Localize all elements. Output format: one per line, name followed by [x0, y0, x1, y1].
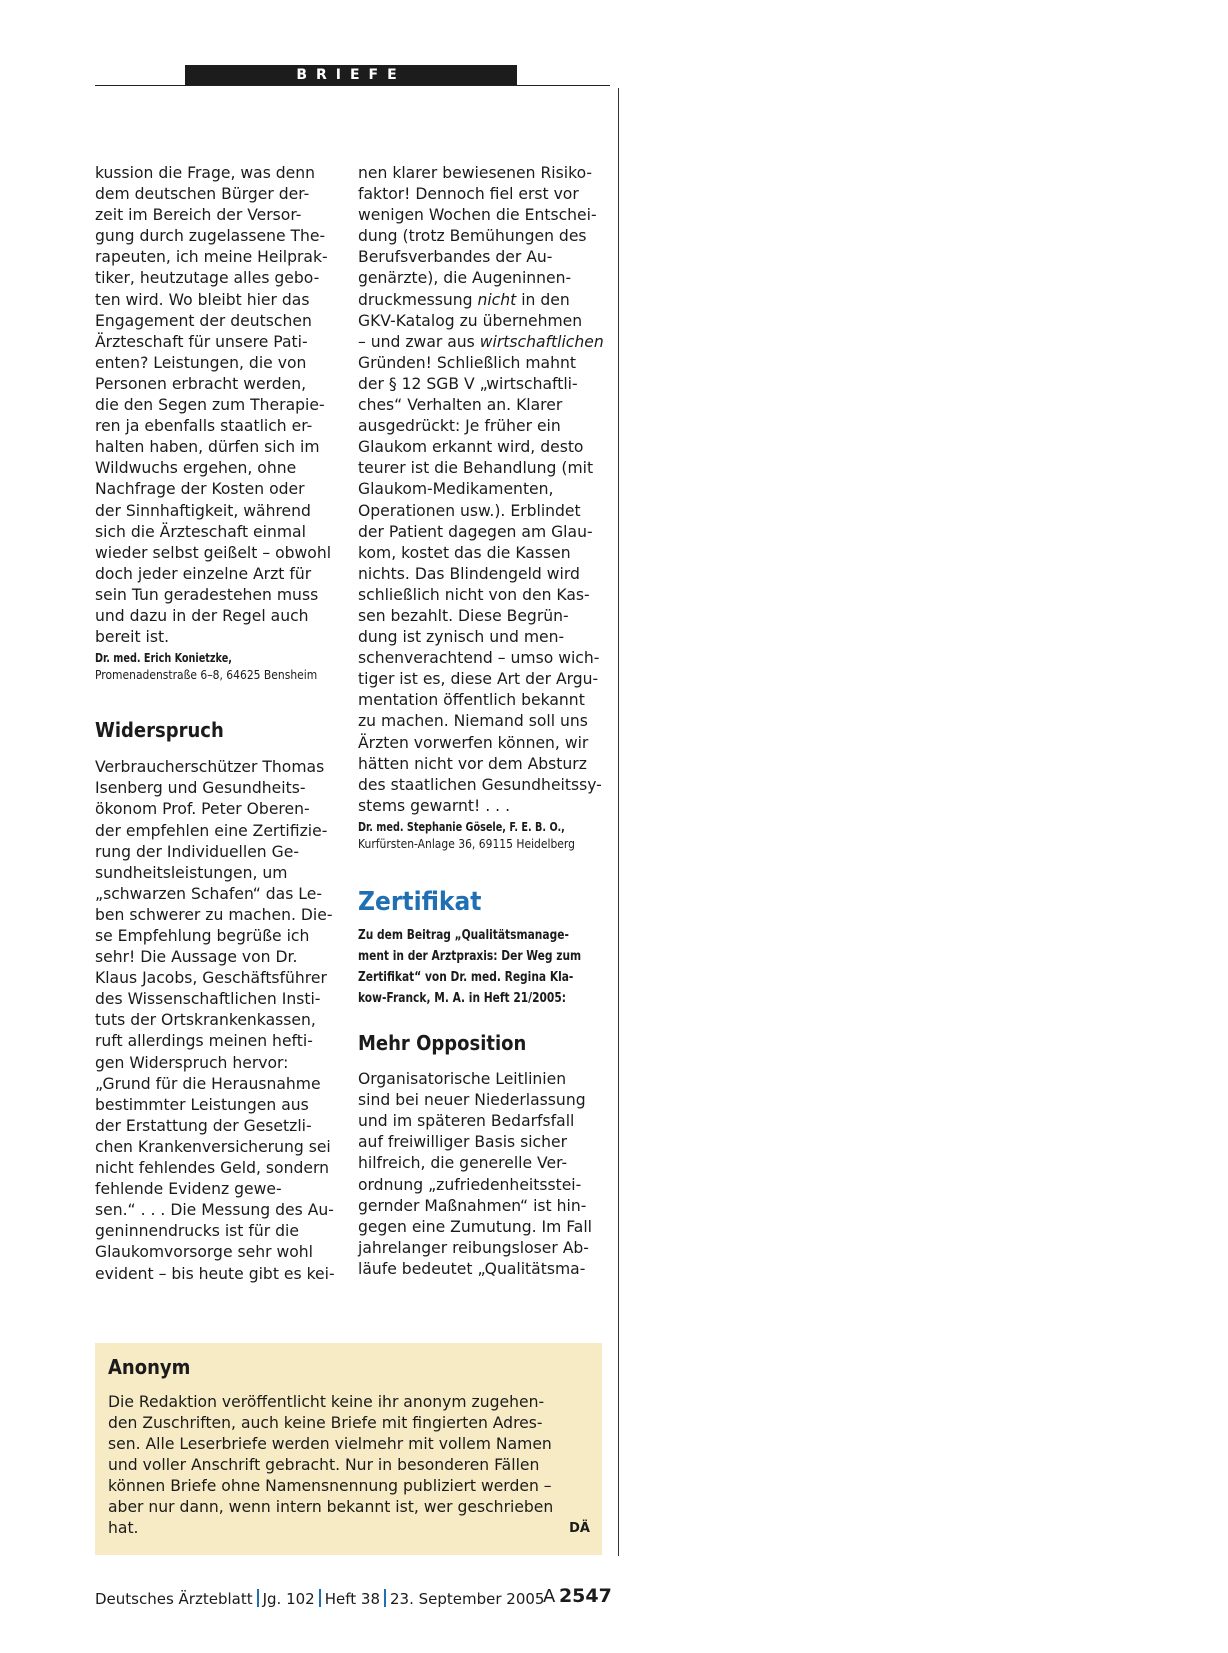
text-line: sehr! Die Aussage von Dr.	[95, 948, 298, 967]
text-line: der § 12 SGB V „wirtschaftli-	[358, 374, 578, 393]
text-line: hat.	[108, 1519, 139, 1537]
text-line: „Grund für die Herausnahme	[95, 1074, 321, 1093]
notice-title: Anonym	[108, 1355, 191, 1379]
text-line: Personen erbracht werden,	[95, 374, 307, 393]
text-line: chen Krankenversicherung sei	[95, 1137, 331, 1156]
text-line: läufe bedeutet „Qualitätsma-	[358, 1259, 586, 1278]
text-line: gernder Maßnahmen“ ist hin-	[358, 1196, 587, 1215]
text-line: bestimmter Leistungen aus	[95, 1095, 309, 1114]
anonym-notice-box	[95, 1343, 602, 1555]
text-line: und voller Anschrift gebracht. Nur in besonderen Fällen	[108, 1456, 540, 1474]
text-line: se Empfehlung begrüße ich	[95, 927, 310, 945]
text-line: teurer ist die Behandlung (mit	[358, 459, 594, 478]
text-line: ren ja ebenfalls staatlich er-	[95, 417, 313, 436]
text-line: sich die Ärzteschaft einmal	[95, 522, 306, 541]
text-line: nichts. Das Blindengeld wird	[358, 564, 580, 583]
left-column	[95, 163, 352, 1285]
journal-volume: Jg. 102	[262, 1590, 315, 1608]
letter2-body-continued-2	[358, 353, 608, 817]
text-line: schließlich nicht von den Kas-	[358, 585, 590, 604]
text-line: ches“ Verhalten an. Klarer	[358, 396, 563, 415]
text-line: Glaukom erkannt wird, desto	[358, 438, 584, 457]
text-line: kow-Franck, M. A. in Heft 21/2005:	[358, 991, 566, 1006]
text-line: dung ist zynisch und men-	[358, 628, 565, 647]
text-line: ökonom Prof. Peter Oberen-	[95, 800, 310, 819]
text-line: ment in der Arztpraxis: Der Weg zum	[358, 949, 582, 964]
letter3-title: Mehr Opposition	[358, 1031, 527, 1055]
article-reference	[358, 925, 608, 1009]
text-line: zu machen. Niemand soll uns	[358, 712, 588, 731]
text-line: schenverachtend – umso wich-	[358, 649, 600, 668]
text-line: ordnung „zufriedenheitsstei-	[358, 1175, 582, 1194]
section-header: BRIEFE	[185, 65, 517, 86]
text-line: ten wird. Wo bleibt hier das	[95, 290, 310, 309]
text-line: Glaukom-Medikamenten,	[358, 480, 554, 499]
text-line: sen.“ . . . Die Messung des Au-	[95, 1201, 334, 1220]
text-line: des staatlichen Gesundheitssy-	[358, 775, 602, 794]
issue-date: 23. September 2005	[390, 1590, 545, 1608]
letter1-body	[95, 163, 352, 648]
text-line: stems gewarnt! . . .	[358, 796, 511, 815]
text-line: rapeuten, ich meine Heilprak-	[95, 248, 328, 267]
text-line: wieder selbst geißelt – obwohl	[95, 543, 332, 562]
text-line: Glaukomvorsorge sehr wohl	[95, 1243, 313, 1262]
text-line: doch jeder einzelne Arzt für	[95, 564, 312, 583]
text-line: und im späteren Bedarfsfall	[358, 1112, 575, 1131]
text-line: evident – bis heute gibt es kei-	[95, 1264, 335, 1283]
text-line: tiger ist es, diese Art der Argu-	[358, 670, 599, 689]
text-line: druckmessung nicht in den	[358, 290, 570, 309]
text-line: Verbraucherschützer Thomas	[95, 758, 325, 777]
footer-separator	[257, 1589, 259, 1607]
text-line: Zu dem Beitrag „Qualitätsmanage-	[358, 928, 569, 943]
text-line: mentation öffentlich bekannt	[358, 691, 585, 710]
text-line: jahrelanger reibungsloser Ab-	[358, 1238, 589, 1257]
text-line: auf freiwilliger Basis sicher	[358, 1133, 568, 1152]
text-line: geninnendrucks ist für die	[95, 1222, 299, 1241]
text-line: ruft allerdings meinen hefti-	[95, 1032, 313, 1051]
text-line: sundheitsleistungen, um	[95, 863, 288, 882]
text-line: kussion die Frage, was denn	[95, 164, 316, 182]
text-line: tiker, heutzutage alles gebo-	[95, 269, 320, 288]
text-line: – und zwar aus wirtschaftlichen	[358, 332, 604, 351]
text-line: zeit im Bereich der Versor-	[95, 206, 302, 225]
text-line: den Zuschriften, auch keine Briefe mit fingierten Adres-	[108, 1414, 543, 1432]
text-line: der Patient dagegen am Glau-	[358, 522, 593, 541]
text-line: Isenberg und Gesundheits-	[95, 779, 306, 798]
text-line: Organisatorische Leitlinien	[358, 1070, 567, 1089]
text-line: Nachfrage der Kosten oder	[95, 480, 305, 499]
text-line: nen klarer bewiesenen Risiko-	[358, 164, 593, 182]
column-rule	[618, 88, 619, 1556]
journal-issue: Heft 38	[324, 1590, 380, 1608]
letter2-author: Dr. med. Stephanie Gösele, F. E. B. O.,	[358, 818, 565, 834]
journal-name: Deutsches Ärzteblatt	[95, 1590, 253, 1608]
text-line: dem deutschen Bürger der-	[95, 185, 310, 204]
right-column	[358, 163, 608, 1280]
notice-body	[108, 1392, 592, 1539]
letter1-author: Dr. med. Erich Konietzke,	[95, 650, 232, 666]
text-line: des Wissenschaftlichen Insti-	[95, 990, 321, 1009]
text-line: ben schwerer zu machen. Die-	[95, 905, 333, 924]
text-line: fehlende Evidenz gewe-	[95, 1180, 282, 1199]
letter2-title: Widerspruch	[95, 718, 224, 743]
letter1-address: Promenadenstraße 6–8, 64625 Bensheim	[95, 667, 318, 683]
text-line: GKV-Katalog zu übernehmen	[358, 311, 583, 330]
text-line: gung durch zugelassene The-	[95, 227, 326, 246]
letter2-body-continued	[358, 163, 608, 290]
text-line: halten haben, dürfen sich im	[95, 438, 320, 457]
text-line: können Briefe ohne Namensnennung publiziert werden –	[108, 1477, 552, 1495]
text-line: bereit ist.	[95, 628, 170, 647]
text-line: faktor! Dennoch fiel erst vor	[358, 185, 579, 204]
text-line: rung der Individuellen Ge-	[95, 842, 299, 861]
text-line: dung (trotz Bemühungen des	[358, 227, 587, 246]
text-line: sind bei neuer Niederlassung	[358, 1091, 586, 1110]
text-line: Wildwuchs ergehen, ohne	[95, 459, 297, 478]
text-line: tuts der Ortskrankenkassen,	[95, 1011, 316, 1030]
text-line: wenigen Wochen die Entschei-	[358, 206, 597, 225]
text-line: nicht fehlendes Geld, sondern	[95, 1159, 329, 1178]
header-rule	[95, 85, 610, 86]
footer-separator	[319, 1589, 321, 1607]
text-line: Klaus Jacobs, Geschäftsführer	[95, 969, 327, 988]
text-line: Engagement der deutschen	[95, 311, 312, 330]
text-line: gegen eine Zumutung. Im Fall	[358, 1217, 593, 1236]
section-title: Zertifikat	[358, 886, 482, 917]
text-line: Operationen usw.). Erblindet	[358, 501, 581, 520]
text-line: Berufsverbandes der Au-	[358, 248, 553, 267]
text-line: sen. Alle Leserbriefe werden vielmehr mit vollem Namen	[108, 1435, 552, 1453]
text-line: Die Redaktion veröffentlicht keine ihr anonym zugehen-	[108, 1393, 545, 1411]
text-line: hilfreich, die generelle Ver-	[358, 1154, 568, 1173]
text-line: „schwarzen Schafen“ das Le-	[95, 884, 322, 903]
footer-separator	[384, 1589, 386, 1607]
letter3-body	[358, 1069, 608, 1280]
text-line: Zertifikat“ von Dr. med. Regina Kla-	[358, 970, 574, 985]
text-line: Ärzteschaft für unsere Pati-	[95, 332, 308, 351]
letter2-address: Kurfürsten-Anlage 36, 69115 Heidelberg	[358, 835, 575, 851]
letter2-body	[95, 757, 352, 1284]
text-line: kom, kostet das die Kassen	[358, 543, 571, 562]
text-line: die den Segen zum Therapie-	[95, 396, 325, 415]
notice-signature: DÄ	[569, 1521, 590, 1536]
text-line: Gründen! Schließlich mahnt	[358, 353, 576, 372]
text-line: Ärzten vorwerfen können, wir	[358, 733, 589, 752]
text-line: der empfehlen eine Zertifizie-	[95, 821, 328, 840]
text-line: der Erstattung der Gesetzli-	[95, 1116, 312, 1135]
text-line: genärzte), die Augeninnen-	[358, 269, 572, 288]
text-line: aber nur dann, wenn intern bekannt ist, wer geschrieben	[108, 1498, 554, 1516]
text-line: ausgedrückt: Je früher ein	[358, 417, 561, 436]
page-number: A 2547	[543, 1585, 612, 1607]
text-line: hätten nicht vor dem Absturz	[358, 754, 587, 773]
text-line: und dazu in der Regel auch	[95, 606, 309, 625]
page-footer	[95, 1585, 612, 1608]
text-line: sein Tun geradestehen muss	[95, 585, 319, 604]
text-line: sen bezahlt. Diese Begrün-	[358, 606, 569, 625]
text-line: der Sinnhaftigkeit, während	[95, 501, 311, 520]
text-line: enten? Leistungen, die von	[95, 353, 307, 372]
text-line: gen Widerspruch hervor:	[95, 1053, 289, 1072]
